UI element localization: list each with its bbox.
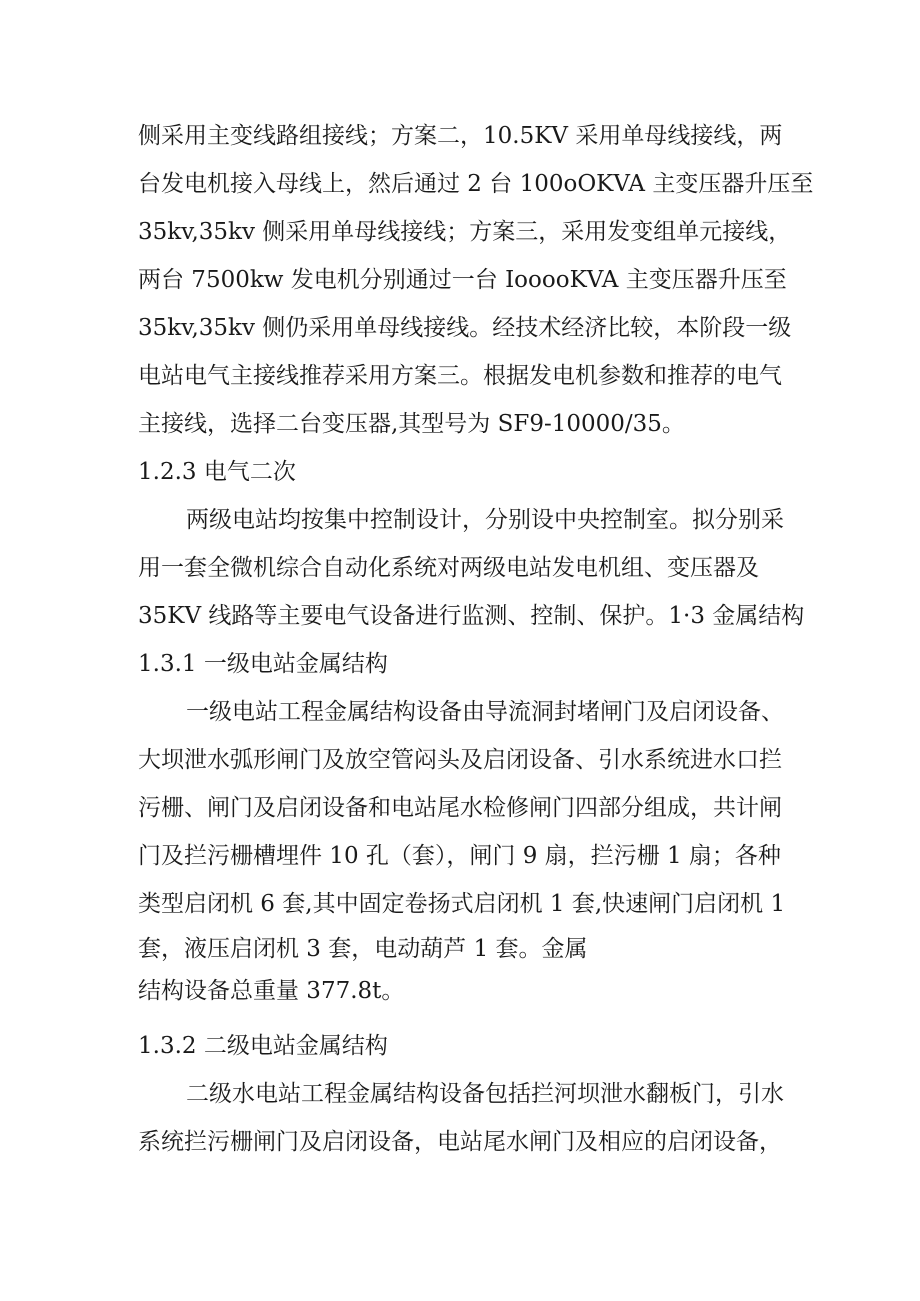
paragraph-line: 台发电机接入母线上，然后通过 2 台 100oOKVA 主变压器升压至: [138, 171, 814, 197]
paragraph-line: 大坝泄水弧形闸门及放空管闷头及启闭设备、引水系统进水口拦: [138, 747, 782, 773]
paragraph-line: 类型启闭机 6 套,其中固定卷扬式启闭机 1 套,快速闸门启闭机 1: [138, 891, 786, 917]
paragraph-line: 35kv,35kv 侧采用单母线接线；方案三，采用发变组单元接线，: [138, 219, 792, 245]
paragraph-line: 主接线，选择二台变压器,其型号为 SF9-10000/35。: [138, 411, 685, 437]
paragraph-line: 两台 7500kw 发电机分别通过一台 IooooKVA 主变压器升压至: [138, 267, 787, 293]
paragraph-line: 结构设备总重量 377.8t。: [138, 978, 405, 1004]
paragraph-line: 侧采用主变线路组接线；方案二，10.5KV 采用单母线接线，两: [138, 123, 783, 149]
paragraph-line: 污栅、闸门及启闭设备和电站尾水检修闸门四部分组成，共计闸: [138, 795, 782, 821]
section-heading: 1.3.1 一级电站金属结构: [138, 651, 388, 677]
paragraph-line: 电站电气主接线推荐采用方案三。根据发电机参数和推荐的电气: [138, 363, 782, 389]
paragraph-line: 门及拦污栅槽埋件 10 孔（套），闸门 9 扇，拦污栅 1 扇；各种: [138, 843, 781, 869]
section-heading: 1.2.3 电气二次: [138, 459, 296, 485]
paragraph-line: 35kv,35kv 侧仍采用单母线接线。经技术经济比较，本阶段一级: [138, 315, 792, 341]
paragraph-line: 一级电站工程金属结构设备由导流洞封堵闸门及启闭设备、: [186, 699, 784, 725]
paragraph-line: 35KV 线路等主要电气设备进行监测、控制、保护。1·3 金属结构: [138, 603, 805, 629]
document-body: [138, 112, 814, 1166]
section-heading: 1.3.2 二级电站金属结构: [138, 1033, 388, 1059]
paragraph-line: 系统拦污栅闸门及启闭设备，电站尾水闸门及相应的启闭设备，: [138, 1129, 782, 1155]
paragraph-line: 二级水电站工程金属结构设备包括拦河坝泄水翻板门，引水: [186, 1081, 784, 1107]
paragraph-line: 两级电站均按集中控制设计，分别设中央控制室。拟分别采: [186, 507, 784, 533]
paragraph-line: 用一套全微机综合自动化系统对两级电站发电机组、变压器及: [138, 555, 759, 581]
paragraph-line: 套，液压启闭机 3 套，电动葫芦 1 套。金属: [138, 936, 588, 962]
